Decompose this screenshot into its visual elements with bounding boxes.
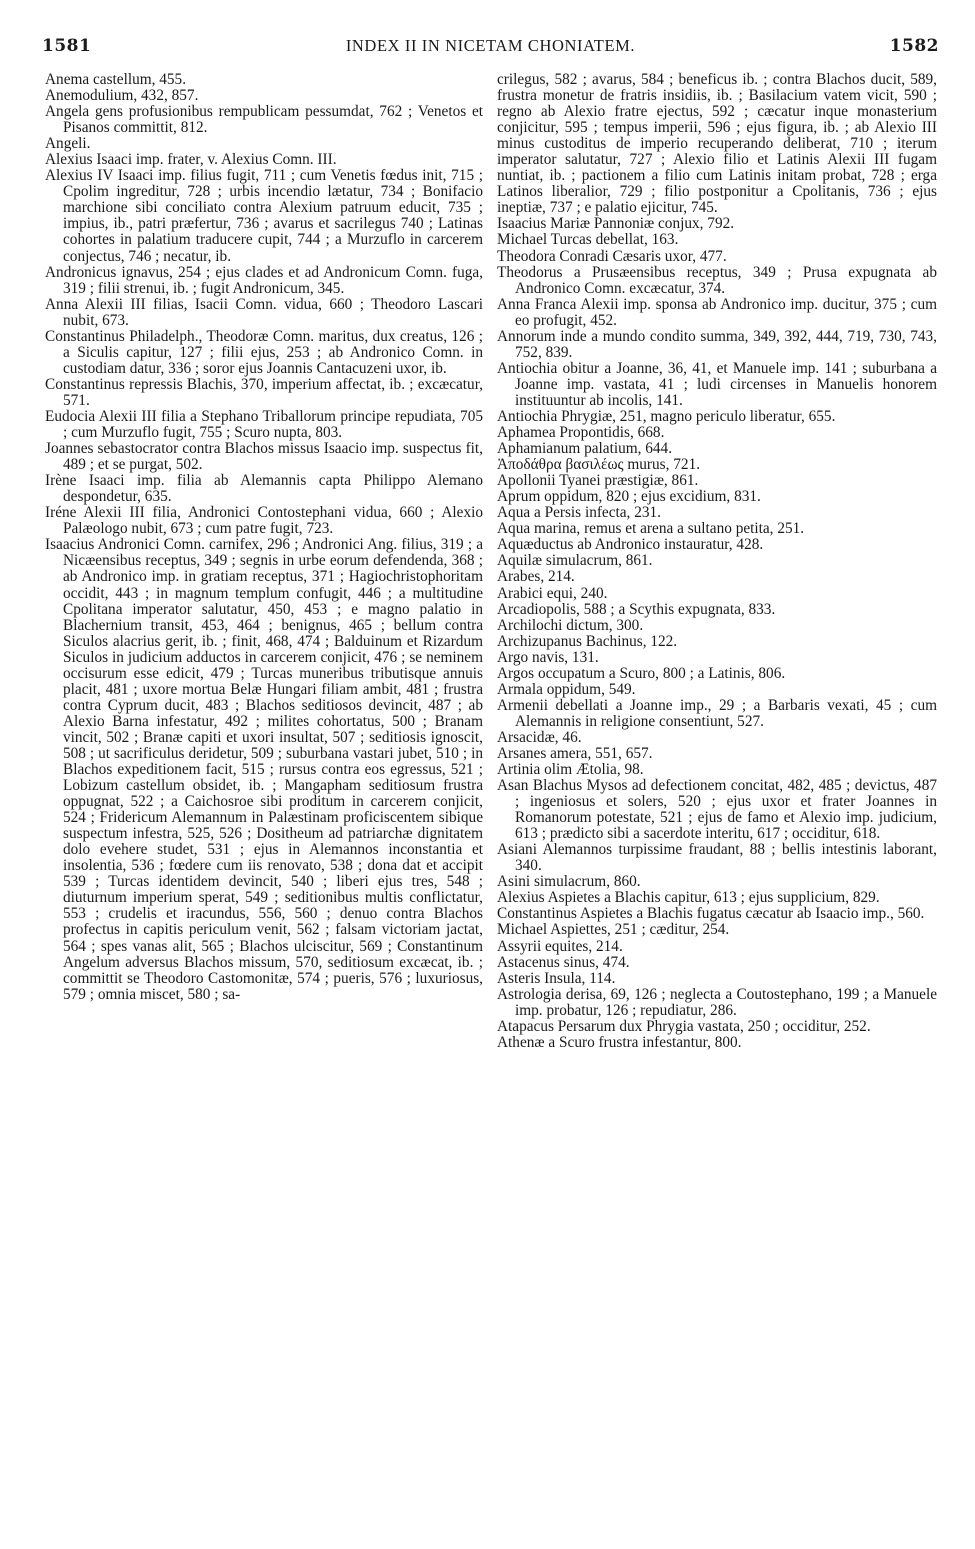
index-entry: Alexius Isaaci imp. frater, v. Alexius Comn. III. <box>45 151 337 169</box>
index-entry: Anema castellum, 455. <box>45 71 187 88</box>
index-entry: Constantinus Philadelph., Theodoræ Comn. maritus, dux creatus, 126 ; a Siculis capitur, 127 ; filii ejus, 253 ; ab Andronico Comn. in custodiam datur, 336 ; soror ejus Joannis Cantacuzeni uxor, ib. <box>45 327 483 377</box>
left-column <box>45 72 483 1003</box>
right-column <box>497 72 937 1051</box>
index-entry: Theodora Conradi Cæsaris uxor, 477. <box>497 247 727 265</box>
index-entry: Isaacius Andronici Comn. carnifex, 296 ; Andronici Ang. filius, 319 ; a Nicæensibus receptus, 349 ; segnis in urbe eorum defendenda, 368 ; ab Andronico imp. in gratiam receptus, 371 ; Hagiochristophoritam occidit, 443 ; in magnum templum confugit, 446 ; a multitudine Cpolitana imperator salutatur, 450, 453 ; e magno palatio in Blachernium transit, 453, 464 ; benignus, 465 ; bellum contra Siculos alacrius gerit, ib. ; finit, 468, 474 ; Balduinum et Rizardum Siculos in judicium adductos in carcerem conjicit, 476 ; se neminem occisurum esse edicit, 479 ; Turcas muneribus tributisque annuis placit, 481 ; uxore mortua Belæ Hungari filiam ambit, 481 ; frustra contra Cyprum ducit, 483 ; Blachos seditiosos devincit, 487 ; ab Alexio Barna infestatur, 492 ; milites cohortatus, 500 ; Branam vincit, 502 ; Branæ capiti et uxori insultat, 507 ; seditiosis ignoscit, 508 ; ut sacrificulus deridetur, 509 ; suburbana vastari jubet, 510 ; in Blachos expeditionem facit, 515 ; rursus contra eos egressus, 521 ; Lobizum castellum obsidet, ib. ; Mangapham seditiosum frustra oppugnat, 522 ; a Caichosroe sibi proditum in carcerem conjicit, 524 ; Fridericum Alemannum in Palæstinam proficiscentem sibique suspectum infestra, 525, 526 ; Dositheum ad patriarchæ dignitatem dolo evehere studet, 531 ; ejus in Alemannos inconstantia et insolentia, 536 ; fœdere cum iis renovato, 538 ; dona dat et accipit 539 ; Turcas identidem devincit, 540 ; liberi ejus tres, 548 ; diuturnum imperium sperat, 549 ; seditionibus multis conflictatur, 553 ; crudelis et iracundus, 556, 560 ; denuo contra Blachos profectus in capitis periculum venit, 562 ; falsam victoriam jactat, 564 ; spes vanas alit, 565 ; Blachos ulciscitur, 569 ; Constantinum Angelum adversus Blachos missum, 570, seditiosum excæcat, ib. ; committit se Theodoro Castomonitæ, 574 ; pueris, 576 ; luxuriosus, 579 ; omnia miscet, 580 ; sa- <box>45 536 483 1003</box>
index-entry: Aprum oppidum, 820 ; ejus excidium, 831. <box>497 488 761 506</box>
index-entry: Antiochia obitur a Joanne, 36, 41, et Manuele imp. 141 ; suburbana a Joanne imp. vastata, 41 ; ludi circenses in Manuelis honorem instituuntur ab incolis, 141. <box>497 359 937 409</box>
index-entry: Astrologia derisa, 69, 126 ; neglecta a Coutostephano, 199 ; a Manuele imp. probatur, 126 ; repudiatur, 286. <box>497 985 937 1019</box>
index-entry: Arabes, 214. <box>497 568 575 586</box>
index-entry: Aphamianum palatium, 644. <box>497 440 673 458</box>
index-entry: Irène Isaaci imp. filia ab Alemannis capta Philippo Alemano despondetur, 635. <box>45 472 483 506</box>
page-header <box>42 36 939 64</box>
index-entry: Antiochia Phrygiæ, 251, magno periculo liberatur, 655. <box>497 407 836 425</box>
index-entry: Arsanes amera, 551, 657. <box>497 744 653 762</box>
index-entry: Michael Aspiettes, 251 ; cæditur, 254. <box>497 921 730 939</box>
index-entry: Aqua marina, remus et arena a sultano petita, 251. <box>497 520 805 538</box>
index-entry: Athenæ a Scuro frustra infestantur, 800. <box>497 1033 742 1051</box>
index-entry: Aphamea Propontidis, 668. <box>497 424 665 442</box>
index-entry: Aqua a Persis infecta, 231. <box>497 504 661 522</box>
page-number-left: 1581 <box>42 36 92 56</box>
index-entry: Anna Franca Alexii imp. sponsa ab Andronico imp. ducitur, 375 ; cum eo profugit, 452. <box>497 295 937 329</box>
index-entry: Alexius Aspietes a Blachis capitur, 613 ; ejus supplicium, 829. <box>497 889 880 907</box>
index-entry: Alexius IV Isaaci imp. filius fugit, 711 ; cum Venetis fœdus init, 715 ; Cpolim ingreditur, 728 ; urbis incendio lætatur, 734 ; Bonifacio marchione sibi conciliato contra Alexium patruum educit, 735 ; impius, ib., patri præfertur, 736 ; avarus et sacrilegus 740 ; Latinas cohortes in palatium traducere cupit, 744 ; a Murzuflo in carcerem conjectus, 746 ; necatur, ib. <box>45 167 483 265</box>
index-entry: Asan Blachus Mysos ad defectionem concitat, 482, 485 ; devictus, 487 ; ingeniosus et solers, 520 ; ejus uxor et frater Joannes in Romanorum potestate, 521 ; ejus de famo et Alexio imp. judicium, 613 ; prædicto sibi a sacerdote interitu, 617 ; occiditur, 618. <box>497 777 937 843</box>
index-entry: Atapacus Persarum dux Phrygia vastata, 250 ; occiditur, 252. <box>497 1017 871 1035</box>
index-entry: Armala oppidum, 549. <box>497 680 636 698</box>
index-entry: Constantinus repressis Blachis, 370, imperium affectat, ib. ; excæcatur, 571. <box>45 375 483 409</box>
index-entry: Arcadiopolis, 588 ; a Scythis expugnata, 833. <box>497 600 776 618</box>
index-entry: Aquæductus ab Andronico instauratur, 428. <box>497 536 764 554</box>
index-entry: Angela gens profusionibus rempublicam pessumdat, 762 ; Venetos et Pisanos committit, 812. <box>45 103 483 137</box>
index-entry: Asini simulacrum, 860. <box>497 873 641 891</box>
index-entry: Argos occupatum a Scuro, 800 ; a Latinis, 806. <box>497 664 786 682</box>
page-number-right: 1582 <box>889 36 939 56</box>
index-entry: Assyrii equites, 214. <box>497 937 623 955</box>
index-entry: Annorum inde a mundo condito summa, 349, 392, 444, 719, 730, 743, 752, 839. <box>497 327 937 361</box>
index-entry: Ἀποδάθρα βασιλέως murus, 721. <box>497 456 701 474</box>
index-entry: Andronicus ignavus, 254 ; ejus clades et ad Andronicum Comn. fuga, 319 ; filii strenui, ib. ; fugit Andronicum, 345. <box>45 263 483 297</box>
index-entry: Angeli. <box>45 135 91 153</box>
index-entry: Armenii debellati a Joanne imp., 29 ; a Barbaris vexati, 45 ; cum Alemannis in religione consentiunt, 527. <box>497 696 937 730</box>
index-entry: Iréne Alexii III filia, Andronici Contostephani vidua, 660 ; Alexio Palæologo nubit, 673 ; cum patre fugit, 723. <box>45 504 483 538</box>
index-entry: Isaacius Mariæ Pannoniæ conjux, 792. <box>497 215 735 233</box>
index-entry: Artinia olim Ætolia, 98. <box>497 761 644 779</box>
index-entry: Constantinus Aspietes a Blachis fugatus cæcatur ab Isaacio imp., 560. <box>497 905 925 923</box>
running-title: INDEX II IN NICETAM CHONIATEM. <box>345 36 636 55</box>
index-entry: Asiani Alemannos turpissime fraudant, 88 ; bellis intestinis laborant, 340. <box>497 841 937 875</box>
index-entry: Michael Turcas debellat, 163. <box>497 231 679 249</box>
index-entry: Anemodulium, 432, 857. <box>45 87 199 105</box>
index-entry: Joannes sebastocrator contra Blachos missus Isaacio imp. suspectus fit, 489 ; et se purgat, 502. <box>45 440 483 474</box>
index-entry: Asteris Insula, 114. <box>497 969 616 987</box>
index-entry: Theodorus a Prusæensibus receptus, 349 ; Prusa expugnata ab Andronico Comn. excæcatur, 374. <box>497 263 937 297</box>
index-entry: Aquilæ simulacrum, 861. <box>497 552 653 570</box>
index-entry: Arabici equi, 240. <box>497 584 608 602</box>
index-entry: Astacenus sinus, 474. <box>497 953 630 971</box>
index-entry: crilegus, 582 ; avarus, 584 ; beneficus ib. ; contra Blachos ducit, 589, frustra monetur de fratris insidiis, ib. ; Basilacium vatem vicit, 590 ; regno ab Alexio fratre ejectus, 592 ; cæcatur inque monasterium conjicitur, 595 ; tempus imperii, 596 ; ejus figura, ib. ; ab Alexio III minus custoditus de imperio recuperando deliberat, 710 ; iterum imperator salutatur, 727 ; Alexio filio et Latinis Alexii III fugam nuntiat, ib. ; pactionem a filio cum Latinis initam probat, 728 ; erga Latinos liberalior, 729 ; filio postponitur a Cpolitanis, 736 ; ejus ineptiæ, 737 ; e palatio ejicitur, 745. <box>497 71 937 217</box>
index-entry: Arsacidæ, 46. <box>497 728 582 746</box>
index-entry: Eudocia Alexii III filia a Stephano Triballorum principe repudiata, 705 ; cum Murzuflo fugit, 755 ; Scuro nupta, 803. <box>45 407 483 442</box>
index-entry: Archilochi dictum, 300. <box>497 616 644 634</box>
index-entry: Argo navis, 131. <box>497 648 599 666</box>
index-entry: Apollonii Tyanei præstigiæ, 861. <box>497 472 699 490</box>
index-entry: Anna Alexii III filias, Isacii Comn. vidua, 660 ; Theodoro Lascari nubit, 673. <box>45 295 483 329</box>
index-entry: Archizupanus Bachinus, 122. <box>497 632 678 650</box>
